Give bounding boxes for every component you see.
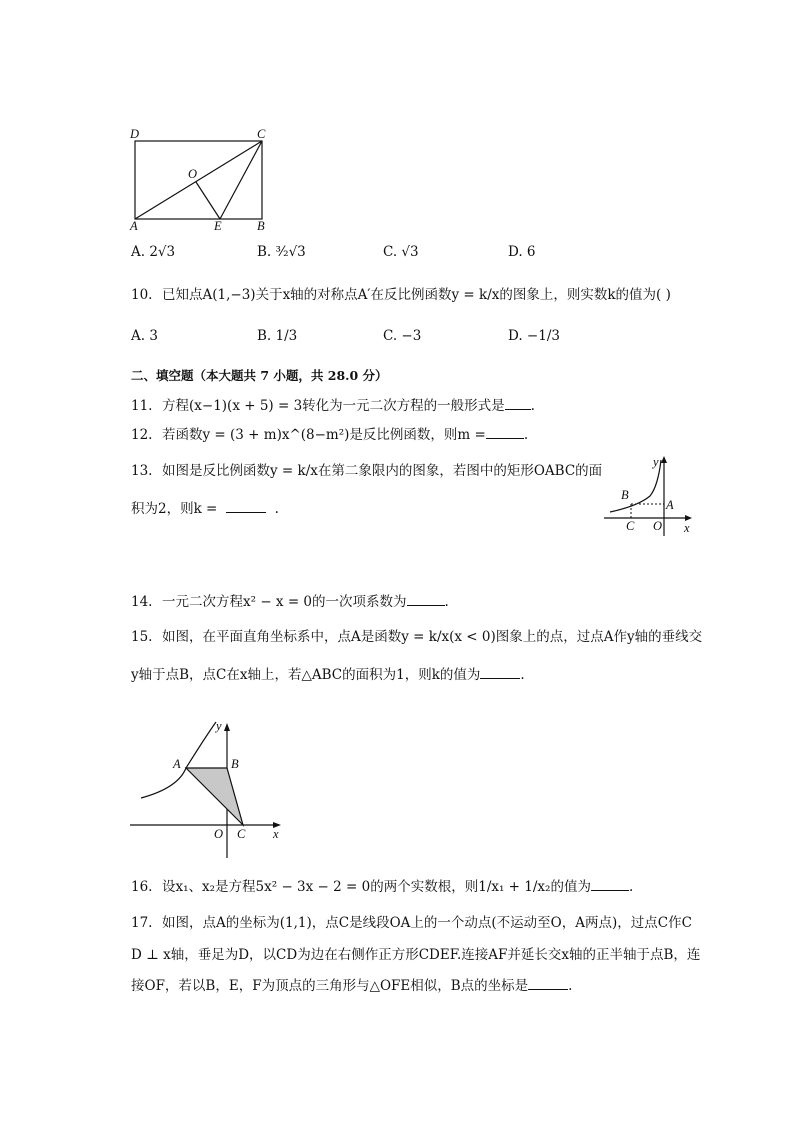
q10-option-c: C. −3 xyxy=(383,328,422,344)
q17-number: 17. xyxy=(131,915,153,931)
q11-answer-blank[interactable] xyxy=(505,397,531,410)
q9-option-c: C. √3 xyxy=(383,244,419,260)
q13-label-a: A xyxy=(666,498,674,512)
q15-number: 15. xyxy=(131,629,153,645)
q15-text: y轴于点B，点C在x轴上，若△ABC的面积为1，则k的值为 xyxy=(131,667,481,683)
label-d: D xyxy=(130,127,140,141)
diagonal-ac xyxy=(135,141,262,219)
q15-label-o: O xyxy=(214,827,224,841)
label-a: A xyxy=(130,219,138,233)
y-axis-arrow xyxy=(661,456,667,463)
q13-label-b: B xyxy=(621,488,629,502)
q16-text: 设x₁、x₂是方程5x² − 3x − 2 = 0的两个实数根，则1/x₁ + 1/x₂的值为 xyxy=(162,879,591,895)
q15-end: . xyxy=(520,667,525,683)
q17-line1: 如图，点A的坐标为(1,1)，点C是线段OA上的一个动点(不运动至O，A两点)，过点C作C xyxy=(162,915,692,931)
q12-answer-blank[interactable] xyxy=(486,426,524,439)
q12-text: 若函数y = (3 + m)x^(8−m²)是反比例函数，则m = xyxy=(162,427,486,443)
q11-text: 方程(x−1)(x + 5) = 3转化为一元二次方程的一般形式是 xyxy=(162,398,505,414)
q13-text: 积为2，则k = xyxy=(131,501,218,517)
q14-answer-blank[interactable] xyxy=(407,593,445,606)
q10-number: 10. xyxy=(131,287,153,303)
q13-label-c: C xyxy=(626,519,635,533)
q13-end: . xyxy=(274,501,279,517)
q16-line xyxy=(162,878,633,896)
q16-end: . xyxy=(628,879,634,895)
q12-end: . xyxy=(523,427,529,443)
section-heading: 二、填空题（本大题共 7 小题，共 28.0 分） xyxy=(131,368,388,383)
q17-line3 xyxy=(131,977,572,995)
q15-figure xyxy=(126,716,286,860)
q13-answer-blank[interactable] xyxy=(226,500,266,513)
q11-line xyxy=(162,397,535,415)
q15-line2 xyxy=(131,666,525,684)
q10-option-d: D. −1/3 xyxy=(508,328,560,344)
q9-option-a: A. 2√3 xyxy=(131,244,176,260)
q14-text: 一元二次方程x² − x = 0的一次项系数为 xyxy=(162,594,407,610)
q10-option-a: A. 3 xyxy=(131,328,158,344)
q12-line xyxy=(162,426,528,444)
q14-number: 14. xyxy=(131,594,153,610)
label-c: C xyxy=(257,127,266,141)
q16-number: 16. xyxy=(131,879,153,895)
q10-text: 已知点A(1,−3)关于x轴的对称点A′在反比例函数y = k/x的图象上，则实数k的值为( ) xyxy=(162,287,671,303)
q13-label-x: x xyxy=(684,521,690,535)
q13-label-o: O xyxy=(653,519,663,533)
q12-number: 12. xyxy=(131,427,153,443)
q17-end: . xyxy=(568,978,573,994)
label-b: B xyxy=(257,219,265,233)
q15-answer-blank[interactable] xyxy=(480,666,520,679)
q13-line1: 如图是反比例函数y = k/x在第二象限内的图象，若图中的矩形OABC的面 xyxy=(162,463,603,479)
q13-number: 13. xyxy=(131,463,153,479)
q15-label-y: y xyxy=(216,719,222,733)
q17-answer-blank[interactable] xyxy=(528,977,568,990)
q14-end: . xyxy=(444,594,449,610)
q9-figure xyxy=(125,122,275,234)
segment-ec xyxy=(220,141,262,219)
q15-label-a: A xyxy=(173,757,181,771)
q17-line2: D ⊥ x轴，垂足为D，以CD为边在右侧作正方形CDEF.连接AF并延长交x轴的正半轴于点B，连 xyxy=(131,947,701,963)
q13-label-y: y xyxy=(653,455,659,469)
y-axis-arrow xyxy=(224,723,230,731)
q14-line xyxy=(162,593,449,611)
q15-label-b: B xyxy=(231,757,239,771)
q11-number: 11. xyxy=(131,398,153,414)
q13-line2 xyxy=(131,500,279,518)
segment-oe xyxy=(196,182,220,219)
q17-text: 接OF，若以B，E，F为顶点的三角形与△OFE相似，B点的坐标是 xyxy=(131,978,529,994)
q9-option-d: D. 6 xyxy=(508,244,536,260)
q15-line1: 如图，在平面直角坐标系中，点A是函数y = k/x(x < 0)图象上的点，过点A作y轴的垂线交 xyxy=(162,629,703,645)
label-e: E xyxy=(214,219,222,233)
q9-option-b: B. ³⁄₂√3 xyxy=(257,244,306,260)
q15-label-c: C xyxy=(237,827,246,841)
q16-answer-blank[interactable] xyxy=(591,878,629,891)
q10-option-b: B. 1/3 xyxy=(257,328,298,344)
q15-label-x: x xyxy=(273,827,279,841)
q13-figure xyxy=(598,452,698,538)
triangle-abc xyxy=(186,768,243,825)
q11-end: . xyxy=(530,398,535,414)
label-o: O xyxy=(188,167,198,181)
